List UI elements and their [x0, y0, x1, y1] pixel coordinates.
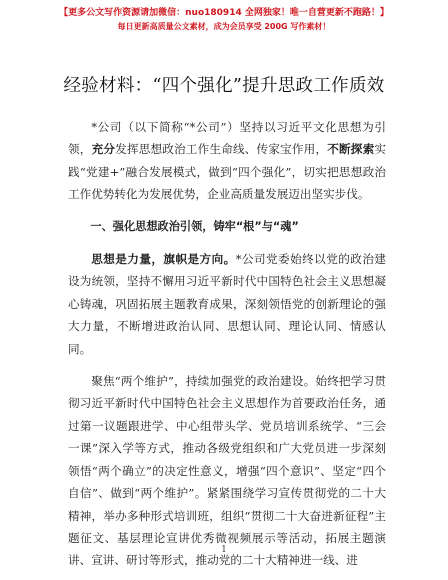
- intro-text-1: *公司（以下简称“*公司”）坚持以习近平文化思想为引领，: [68, 120, 386, 157]
- promo-line-wechat: 【更多公文写作资源请加微信：nuo180914 全网独家！唯一自营更新不跑路！】: [59, 8, 389, 18]
- intro-text-2: 发挥思想政治工作生命线、传家宝作用，: [115, 142, 328, 157]
- section-1-paragraph-2: 聚焦“两个维护”，持续加强党的政治建设。始终把学习贯彻习近平新时代中国特色社会主义思想作为首要政治任务，通过第一议题跟进学、中心组带头学、党员培训系统学、“三会一课”深入学等方式，推动各级党组织和广大党员进一步深刻领悟“两个确立”的决定性意义，增强“四个意识”、坚定“四个自信”、做到“两个维护”。紧紧围绕学习宣传贯彻党的二十大精神，举办多种形式培训班，组织“贯彻二十大奋进新征程”主题征文、基层理论宣讲优秀微视频展示等活动，拓展主题演讲、宣讲、研讨等形式，推动党的二十大精神进一线、进: [68, 374, 386, 568]
- page-number: 1: [221, 545, 227, 555]
- document-body: [68, 116, 386, 572]
- paragraph-gap: [68, 360, 386, 370]
- section-heading-1: 一、强化思想政治引领，铸牢“根”与“魂”: [90, 219, 299, 233]
- document-title: 经验材料：“四个强化”提升思政工作质效: [63, 76, 385, 96]
- section-1-paragraph-1: [68, 248, 386, 360]
- promo-line-membership: 每日更新高质量公文素材，成为会员享受 200G 写作素材！: [117, 22, 331, 31]
- paragraph-gap: [68, 206, 386, 216]
- intro-bold-1: 充分: [91, 142, 116, 157]
- intro-paragraph: [68, 116, 386, 206]
- section-1-text: *公司党委始终以党的政治建设为统领，坚持不懈用习近平新时代中国特色社会主义思想凝心铸魂，巩固拓展主题教育成果，深刻领悟党的创新理论的强大力量，不断增进政治认同、思想认同、理论认同、情感认同。: [68, 252, 386, 356]
- intro-bold-2: 不断探索: [327, 142, 375, 157]
- paragraph-gap: [68, 238, 386, 248]
- promo-banner: [0, 6, 448, 33]
- section-1-lead: 思想是力量，旗帜是方向。: [91, 252, 236, 267]
- intro-text-3: 实践“党建+”融合发展模式，做到“四个强化”，切实把思想政治工作优势转化为发展优势，企业高质量发展迈出坚实步伐。: [68, 142, 386, 202]
